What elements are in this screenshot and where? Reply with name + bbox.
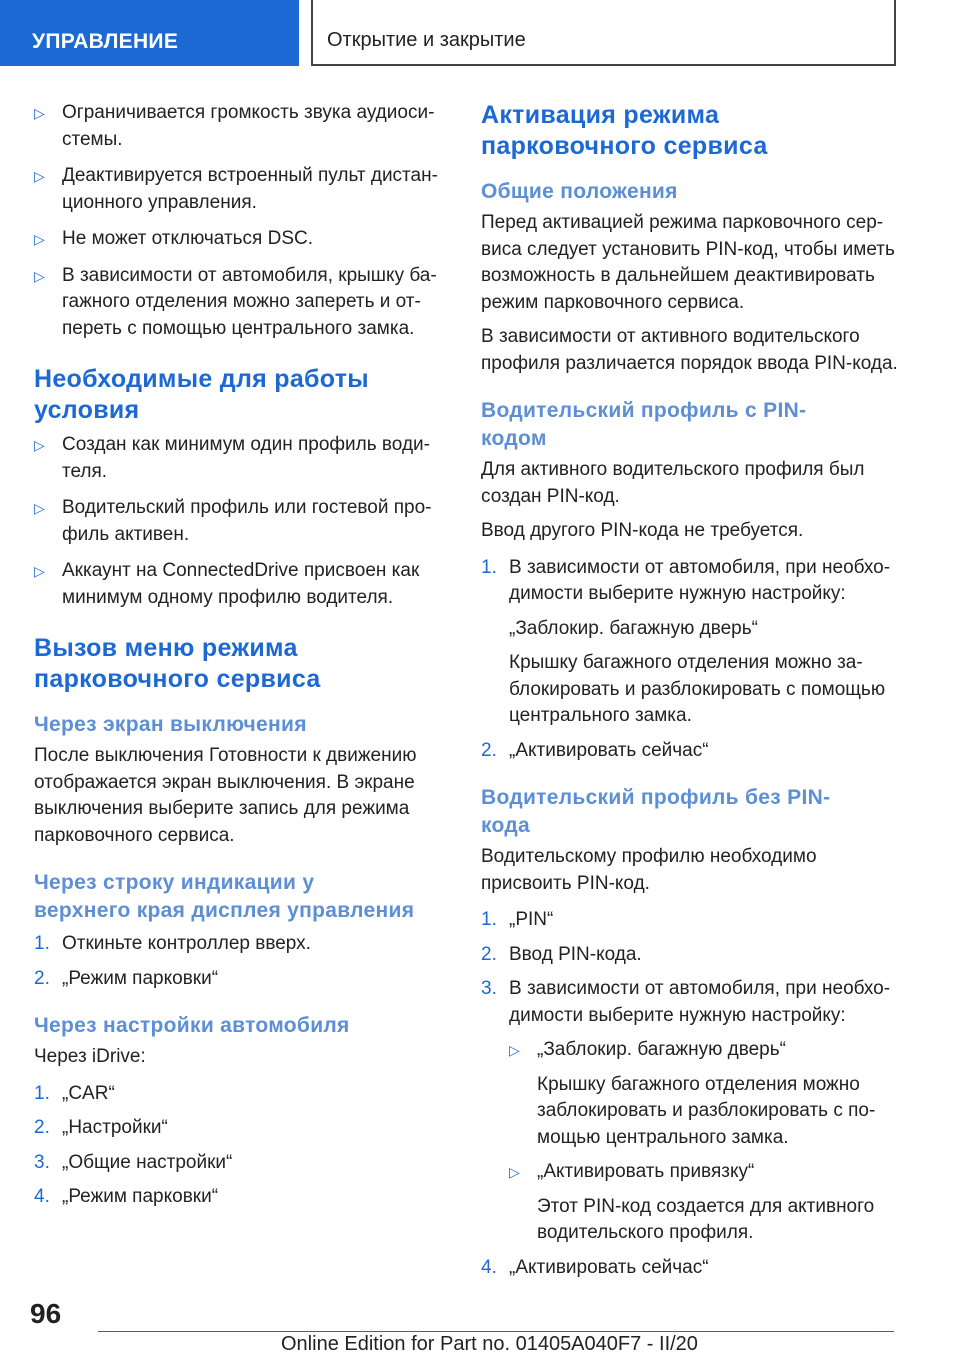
- list-item: ▷ В зависимости от автомобиля, крышку ба- гажного отделения можно запереть и от- переть с помощью центрального замка.: [34, 263, 444, 343]
- paragraph: В зависимости от активного водительского профиля различается порядок ввода PIN-кода.: [481, 326, 898, 374]
- paragraph: Перед активацией режима парковочного сер- виса следует установить PIN-код, чтобы иметь возможность в дальнейшем деактивировать режим парковочного сервиса.: [481, 212, 895, 313]
- list-item: 1. В зависимости от автомобиля, при необхо- димости выберите нужную настройку:: [481, 556, 891, 604]
- paragraph: После выключения Готовности к движению отображается экран выключения. В экране выключения выберите запись для режима парковочного сервиса.: [34, 745, 417, 846]
- list-item: 2. „Режим парковки“: [34, 967, 219, 989]
- list-item: ▷ Аккаунт на ConnectedDrive присвоен как минимум одному профилю водителя.: [34, 558, 444, 611]
- list-item: ▷ „Заблокир. багажную дверь“: [481, 1037, 901, 1064]
- list-item: 3. В зависимости от автомобиля, при необхо- димости выберите нужную настройку:: [481, 978, 891, 1026]
- list-item: 2. „Активировать сейчас“: [481, 739, 709, 761]
- heading-profile-with-pin: Водительский профиль с PIN- кодом: [481, 399, 807, 450]
- heading-off-screen: Через экран выключения: [34, 713, 307, 736]
- list-item: ▷ Ограничивается громкость звука аудиоси- стемы.: [34, 100, 444, 153]
- paragraph: Для активного водительского профиля был создан PIN-код.: [481, 459, 865, 507]
- heading-activation: Активация режима парковочного сервиса: [481, 101, 768, 160]
- option-description: Крышку багажного отделения можно за- блокировать и разблокировать с помощью центрального замка.: [509, 652, 886, 726]
- heading-vehicle-settings: Через настройки автомобиля: [34, 1014, 350, 1037]
- footer-divider: [98, 1331, 894, 1332]
- heading-general: Общие положения: [481, 180, 678, 203]
- list-item: ▷ Водительский профиль или гостевой про- филь активен.: [34, 495, 444, 548]
- option-label: „Заблокир. багажную дверь“: [509, 617, 758, 639]
- heading-menu-call: Вызов меню режима парковочного сервиса: [34, 634, 321, 693]
- paragraph: Через iDrive:: [34, 1046, 146, 1067]
- list-item: 4. „Режим парковки“: [34, 1186, 219, 1207]
- list-item: ▷ Создан как минимум один профиль води- теля.: [34, 432, 444, 485]
- list-item: ▷ Не может отключаться DSC.: [34, 226, 444, 253]
- edition-note: Online Edition for Part no. 01405A040F7 - II/20: [281, 1333, 698, 1355]
- paragraph: Ввод другого PIN-кода не требуется.: [481, 520, 804, 541]
- page-number: 96: [30, 1298, 62, 1329]
- list-item: 1. „PIN“: [481, 909, 554, 930]
- option-description: Крышку багажного отделения можно заблокировать и разблокировать с по- мощью центрального замка.: [537, 1073, 876, 1148]
- right-column: [481, 100, 901, 1281]
- list-item: 2. Ввод PIN-кода.: [481, 943, 642, 965]
- heading-conditions: Необходимые для работы условия: [34, 365, 369, 424]
- list-item: ▷ „Активировать привязку“: [481, 1159, 901, 1186]
- paragraph: Водительскому профилю необходимо присвоить PIN-код.: [481, 846, 817, 894]
- left-column: [34, 100, 444, 1211]
- page-header: [0, 0, 960, 66]
- list-item: 1. Откиньте контроллер вверх.: [34, 933, 311, 954]
- list-item: 3. „Общие настройки“: [34, 1151, 233, 1173]
- list-item: 1. „CAR“: [34, 1082, 115, 1104]
- list-item: 2. „Настройки“: [34, 1117, 168, 1138]
- option-description: Этот PIN-код создается для активного водительского профиля.: [537, 1195, 875, 1243]
- heading-profile-without-pin: Водительский профиль без PIN- кода: [481, 786, 831, 837]
- chapter-title: Открытие и закрытие: [311, 0, 896, 66]
- heading-status-bar: Через строку индикации у верхнего края дисплея управления: [34, 871, 415, 922]
- list-item: 4. „Активировать сейчас“: [481, 1256, 709, 1278]
- list-item: ▷ Деактивируется встроенный пульт дистан- ционного управления.: [34, 163, 444, 216]
- section-tab: УПРАВЛЕНИЕ: [0, 0, 299, 66]
